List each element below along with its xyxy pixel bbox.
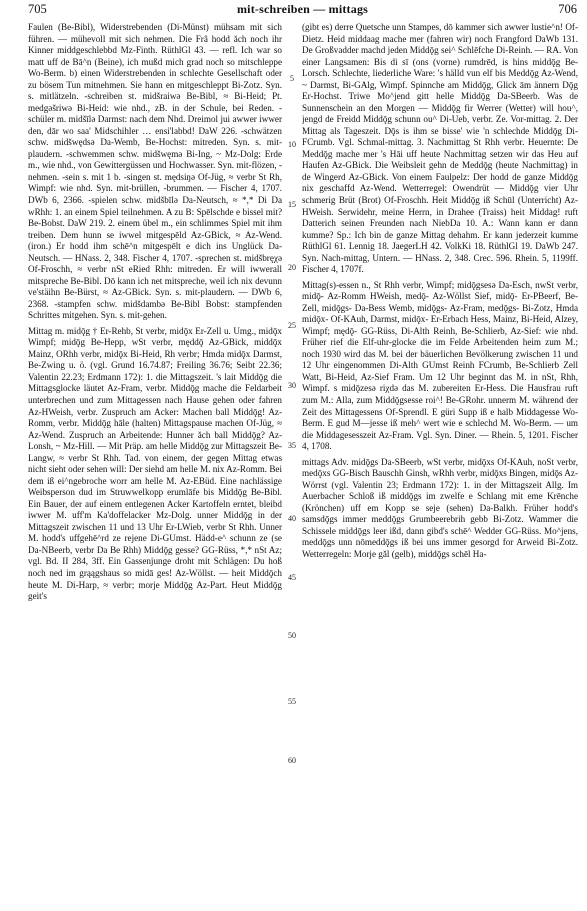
line-number: 20 xyxy=(288,263,296,272)
line-number: 30 xyxy=(288,381,296,390)
entry-mittag-continued: (gibt es) derre Quetsche unn Stampes, dō kammer sich awwer lustie^n! Of-Dietz. Heid middaag mache mer (fahren wir) noch Frangford DaWb 131. De Großvadder machd jeden Middǭg sei^ Schlēfche Di-Reinh. — RA. Von einer Langsamen: Bis di sī (ons (vorne) rumdrēd, is hins middǭg Be-Lorsch. Schlechte, liederliche Ware: 's hälld vun elf bis Meddǭg Az-Wend, ~ Darmst, Bi-GAlg, Wimpf. Spinnche am Middǭg, Glick ām ännern Dǭg Er-Hochst. Triwe Mo^jend gitt helle Middǭg Da-SBeerb. Was de Sunnenschein an den Morgen — Middǭg fir Werrer (Wetter) will hou^, jengd de Freidd Middǭg schunn ou^ Di-Ueb, verbr. Ze. Vor-mittag. 2. Der Mittag als Tageszeit. Dǭs is ihm se bisse' wie 'n schlechde Middǭg Di-FCrumb. Vgl. Schmal-mittag. 3. Nachmittag St Rhh verbr. Heuernte: De Meddǭg mache mer 's Hāi uff heute Nachmittag setzen wir das Heu auf Haufen Az-GBick. Die Weibsleit gehn de Meddǭg (heute Nachmittag) in de Wingerd Az-GBick. Von einem Faulpelz: Der hodd de ganze Middǭg nix geschaffd Az-Wend. Wetterregel: Owendrüt — Middǭg vier Uhr schmerig Brüt (Brot) Of-Froschh. Heit Middǭg iß Schūl (Unterricht) Az-HWeish. Serwidehr, meine Herrn, in Drahee (Traiss) heit Middag! ruft Datterich seinen Freunden nach NiebDa 10. A.: Wann kann er dann kumme? Sp.: Ich bin de ganze Mittag dehahm. Er kann jederzeit kumme RüthlGl 61. Lennig 18. JaegerLH 42. VolkKi 18. RüthlGl 19. DaWb 247. Syn. Nach-mittag, Untern. — HNass. 2, 348. Crec. 596. Rhein. 5, 1199ff. Fischer 4, 1707f. xyxy=(302,22,578,275)
line-number: 10 xyxy=(288,140,296,149)
left-column xyxy=(28,22,282,903)
line-number: 60 xyxy=(288,756,296,765)
entry-block-mit-compounds: Faulen (Be-Bibl), Widerstrebenden (Di-Münst) mühsam mit sich führen. — mühevoll mit sich nehmen. Die Frâ hodd ăch noch ihr Kinner middgeschlebbd Mz-Finth. RüthlGl 43. — refl. Ich war so matt uff de Bā^n (Beine), ich mußd mich grad noch so mitschleppe Wo-Berm. b) einen Widerstrebenden in schlechte Gesellschaft oder zu bösem Tun mitnehmen. Sie hann en mitgeschleppt Bi-Zotz. Syn. s. mitlätzeln. -schreiben st. midšraiwə Be-Bibl, ≈ Bi-Heid; Pt. medgəšriwə Bi-Heid: wie nhd., zB. in der Schule, bei Reden. -schüler m. midšīlə Darmst: nach dem Nhd. Dreimol jui awwer iwwer den, dār wo saa' Midschihler … ensi'labbd! DaW 226. -schwätzen schw. midšwędsə Da-Wemb, Be-Hochst: mitreden. Syn. s. mit-plaudern. -schwemmen schw. midšwęmə Bi-Ing, ~ Mz-Dolg: Erde m., wie nhd., von Gewittergüssen und Hochwasser. Syn. mit-flözen, -nehmen. -sein s. mit 1 b. -singen st. mędsiŋə Of-Jüg, ≈ verbr St Rh, Wimpf: wie nhd. Syn. mit-brüllen, -brummen. — Fischer 4, 1707. DWb 6, 2366. -spielen schw. midšbīlə Da-Neutsch, ≈ *,* Di Da wRhh: 1. an einem Spiel teilnehmen. A zu B: Spēlschde e bissel mit? Be-Bobst. DaW 219. 2. einem übel m., ein schlimmes Spiel mit ihm treiben. Dem hunn se iwwel mitgespēld Az-GBick, ≈ Az-Wend. (iron.) Er hodd ihm schē^n mitgespēlt e dich ins Unglück Da-Neutsch. — HNass. 2, 348. Fischer 4, 1707. -sprechen st. midšbręχə Of-Froschh, ≈ verbr nSt eRied Rhh: mitreden. Er will iwwerall mitspreche Be-Bibl. Dō kann ich net mitspreche, weil ich nix devunn ve'stäihn Be-Bürst, ≈ Az-GBick. Syn. s. mit-plaudern. — DWb 6, 2368. -stampfen schw. midšdambə Be-Bibl Bobst: stampfenden Schrittes mitgehen. Syn. s. mit-gehen. xyxy=(28,22,282,321)
page-number-left: 705 xyxy=(28,2,47,16)
entry-mittagsessen: Mittag(s)-essen n., St Rhh verbr, Wimpf; midǭgsesə Da-Esch, nwSt verbr, midǭ- Az-Romm HWeish, medǭ- Az-Wöllst Sief, midǭ- Er-PBeerf, Be-Zell, midǭgs- Da-Bess Wemb, midǭgs- Az-Fram, medǭgs- Bi-Zotz, Hmda midǭx- Of-KAuh, Darmst, midǭx- Er-Erbach Hess, Mainz, Bi-Heid, Alzey, Wimpf; mędǭ- GG-Rüss, Di-Alth Reinh, Be-Schlierb, Az-Sief: wie nhd. Früher rief die Elf-uhr-glocke die im Felde Arbeitenden heim zum M.; noch 1930 wird das M. bei der bäuerlichen Bevölkerung zwischen 11 und 12 Uhr eingenommen Di-Alth GUmst Reinh FCrumb, Be-Schlierb Zell Watt, Bi-Heid, Az-Sief Fram. Um 12 Uhr beginnt das M. in nSt, Rhh, Wimpf. s midǭzesə riχdə das M. zubereiten Er-Hess. Die Hausfrau ruft zum M.: Alla, zum Middǭgsesse roi^! Be-GRohr. unnerm M. während der Zeit des Mittagessens Of-Sprendl. E güri Supp iß e halb Middagesse Wo-Berm. E gud M—jesse iß meh^ wert wie e schlechd M. Wo-Berm. — um die Middagesesszeit Az-Fram. Vgl. Syn. Diner. — Rhein. 5, 1201. Fischer 4, 1708. xyxy=(302,279,578,452)
line-number: 40 xyxy=(288,514,296,523)
line-number: 15 xyxy=(288,200,296,209)
entry-mittags: mittags Adv. midǭgs Da-SBeerb, wSt verbr, midǭxs Of-KAuh, noSt verbr, medǭxs GG-Bisch Bauschh Ginsh, wRhh verbr, midǭxs Bingen, midǭs Az-Wörrst (vgl. Valentin 23; Erdmann 172): 1. in der Mittagszeit Allg. Im Auerbacher Schloß iß middǭgs im zwelfe e Schlang mit eme Krēnche (Krönchen) uff em Kopp se seje (sehen) Da-Balkh. Früher hodd's samsdǭgs immer meddǭgs Grumbeerebrih gebb Bi-Zotz. Wammer die Schissele middǭgs leer ißd, dann gibd's schē^ Wedder GG-Rüss. Mo^jens, meddǭgs unn nōmeddǭgs iß bei uns immer gesorgd for Arweid Bi-Zotz. Wetterregeln: Morje gǎl (gelb), middǭgs schēl Ha- xyxy=(302,456,578,559)
line-number: 5 xyxy=(290,74,294,83)
page-number-right: 706 xyxy=(558,2,577,16)
headword-range: mit-schreiben — mittags xyxy=(236,2,369,16)
right-column xyxy=(302,22,578,903)
line-number: 55 xyxy=(288,697,296,706)
page-header xyxy=(28,2,577,22)
line-number: 25 xyxy=(288,321,296,330)
entry-mittag: Mittag m. midǭg † Er-Rehb, St verbr, midǭx Er-Zell u. Umg., midǭx Wimpf; midǭg Be-Hepp, wSt verbr, męddǭ Az-GBick, middǭx Mainz, ORhh verbr, midǭx Bi-Heid, Rh verbr; Hmda midǭx Darmst, Be-Zwing u. ö. (vgl. Grund 16.74.87; Freiling 36.76; Seibt 22.36; Valentin 22.23; Erdmann 172): 1. die Mittagszeit. 's lait Middǭg die Mittagsglocke läutet Az-Fram, verbr. Middǭg mache die Feldarbeit unterbrechen und zum Mittagessen nach Hause gehen oder fahren Az-HWeish, verbr. Zuspruch am Acker: Machen ball Middǭg! Az-Romm, verbr. Middǭg hāle (halten) Mittagspause machen Of-Jüg, ≈ Az-Wend. Zuspruch an Arbeitende: Hunner ăch ball Middǭg? Az-Lonsh, ~ Mz-Hill. — Mit Präp. am helle Middǭg zur Mittagszeit Be-Langw, ≈ verbr St Rhh. Tad. von einem, der gegen Mittag etwas nicht sieht oder sehen will: Der siehd am helle M. nix Az-Romm. Bei dem iß ei^ngebroche worr am helle M. Az-EBüd. Eine nachlässige Weibsperson dud im Struwwelkopp erumlāfe bis Middǭg Be-Bibl. Ein Bauer, der auf einem entlegenen Acker Kartoffeln erntet, bleibd iwwer M. uff'm Ka'doffelacker Mz-Dolg. unner Middǭg in der Mittagszeit zwischen 11 und 13 Uhr Er-LWieb, verbr St Rhh. Unner M. hodd's uffgehē^rd ze rejene Di-GUmst. Hädd-e^ schunn ze (se Da-NBeerb, verbr Da Be Rhh) Middǭg gesse? GG-Rüss, *,* nSt Az; vgl. Bd. II 284, 3ff. Ein Gassenjunge droht mit Schlägen: Du hoß noch ned im grąągshaus so midā ges! Az-Wöllst. — heit Middǭch heute M. Di-Harp, ≈ verbr; morje Middǭg Az-Part. Heut Middǭg geit's xyxy=(28,325,282,602)
line-number: 45 xyxy=(288,573,296,582)
line-number: 50 xyxy=(288,631,296,640)
line-number: 35 xyxy=(288,441,296,450)
